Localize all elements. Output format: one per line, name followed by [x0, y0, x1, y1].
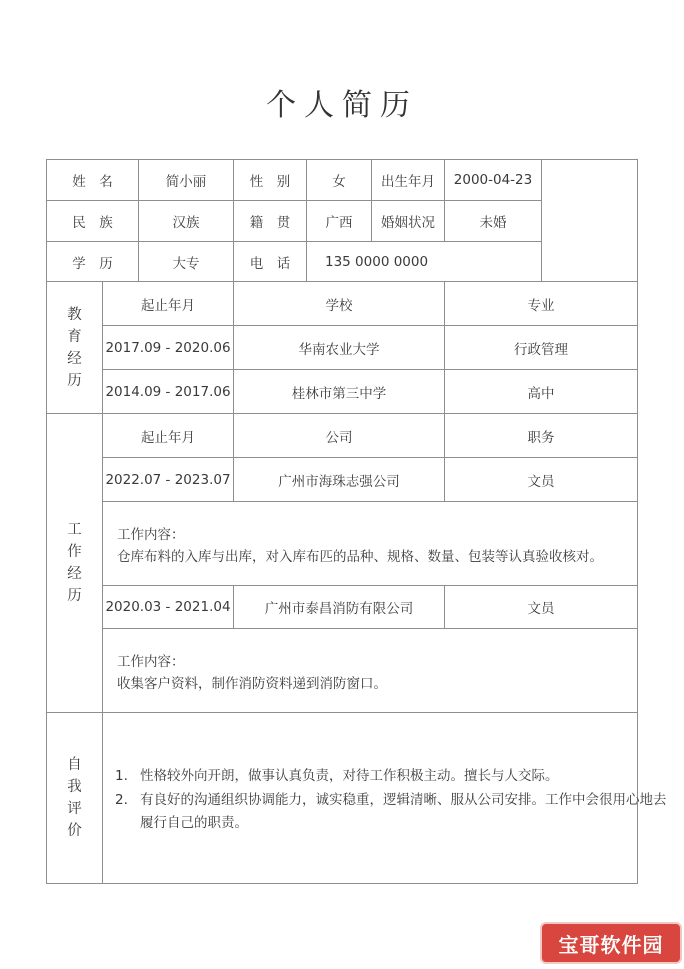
- edu-row-period: 2017.09 - 2020.06: [102, 325, 234, 370]
- work-content-text: 仓库布料的入库与出库，对入库布匹的品种、规格、数量、包装等认真验收核对。: [117, 549, 603, 565]
- work-header-company: 公司: [233, 413, 445, 458]
- education-label-char: 教: [67, 306, 82, 323]
- work-row-company: 广州市海珠志强公司: [233, 457, 445, 502]
- work-content-block: [102, 501, 638, 586]
- edu-row-period: 2014.09 - 2017.06: [102, 369, 234, 414]
- gender-value: 女: [306, 159, 372, 201]
- edu-header-school: 学校: [233, 281, 445, 326]
- work-label-char: 历: [67, 588, 82, 604]
- self-eval-label-char: 自: [67, 757, 82, 773]
- self-eval-section-label: [46, 712, 103, 884]
- work-row-period: 2020.03 - 2021.04: [102, 585, 234, 629]
- work-row-position: 文员: [444, 585, 638, 629]
- work-label-char: 工: [67, 522, 82, 538]
- phone-value: 135 0000 0000: [306, 241, 542, 282]
- self-eval-item-number: 1.: [115, 768, 128, 784]
- self-eval-label-char: 我: [67, 779, 82, 795]
- edu-header-period: 起止年月: [102, 281, 234, 326]
- work-content-text: 收集客户资料，制作消防资料递到消防窗口。: [117, 676, 387, 692]
- self-eval-item-text: 有良好的沟通组织协调能力，诚实稳重，逻辑清晰、服从公司安排。工作中会很用心地去: [140, 792, 667, 808]
- edu-row-school: 华南农业大学: [233, 325, 445, 370]
- education-label-char: 经: [67, 350, 82, 367]
- education-label-char: 历: [67, 372, 82, 389]
- edu-row-school: 桂林市第三中学: [233, 369, 445, 414]
- self-eval-label-char: 评: [67, 801, 82, 817]
- origin-value: 广西: [306, 200, 372, 242]
- phone-label: 电 话: [233, 241, 307, 282]
- work-row-company: 广州市泰昌消防有限公司: [233, 585, 445, 629]
- self-eval-item-number: 2.: [115, 792, 128, 808]
- self-eval-label-char: 价: [67, 823, 82, 839]
- self-eval-item: [115, 765, 635, 788]
- work-label-char: 作: [67, 544, 82, 560]
- marital-label: 婚姻状况: [371, 200, 445, 242]
- ethnic-label: 民 族: [46, 200, 139, 242]
- education-label-char: 育: [67, 328, 82, 345]
- birth-value: 2000-04-23: [444, 159, 542, 201]
- self-eval-item-text: 履行自己的职责。: [140, 815, 248, 831]
- edu-header-major: 专业: [444, 281, 638, 326]
- work-content-label: 工作内容：: [117, 527, 185, 543]
- work-row-period: 2022.07 - 2023.07: [102, 457, 234, 502]
- ethnic-value: 汉族: [138, 200, 234, 242]
- gender-label: 性 别: [233, 159, 307, 201]
- work-section-label: [46, 413, 103, 713]
- work-content-block: [102, 628, 638, 713]
- name-value: 简小丽: [138, 159, 234, 201]
- self-eval-item: [115, 789, 667, 835]
- edu-row-major: 高中: [444, 369, 638, 414]
- watermark-logo: 宝哥软件园: [540, 922, 682, 964]
- edu-value: 大专: [138, 241, 234, 282]
- work-content-label: 工作内容：: [117, 654, 185, 670]
- name-label: 姓 名: [46, 159, 139, 201]
- work-label-char: 经: [67, 566, 82, 582]
- photo-box: [541, 159, 638, 282]
- work-header-position: 职务: [444, 413, 638, 458]
- education-section-label: [46, 281, 103, 414]
- self-eval-item-text: 性格较外向开朗，做事认真负责，对待工作积极主动。擅长与人交际。: [140, 768, 559, 784]
- work-row-position: 文员: [444, 457, 638, 502]
- edu-label: 学 历: [46, 241, 139, 282]
- edu-row-major: 行政管理: [444, 325, 638, 370]
- page-title: 个人简历: [266, 88, 418, 123]
- work-header-period: 起止年月: [102, 413, 234, 458]
- birth-label: 出生年月: [371, 159, 445, 201]
- marital-value: 未婚: [444, 200, 542, 242]
- origin-label: 籍 贯: [233, 200, 307, 242]
